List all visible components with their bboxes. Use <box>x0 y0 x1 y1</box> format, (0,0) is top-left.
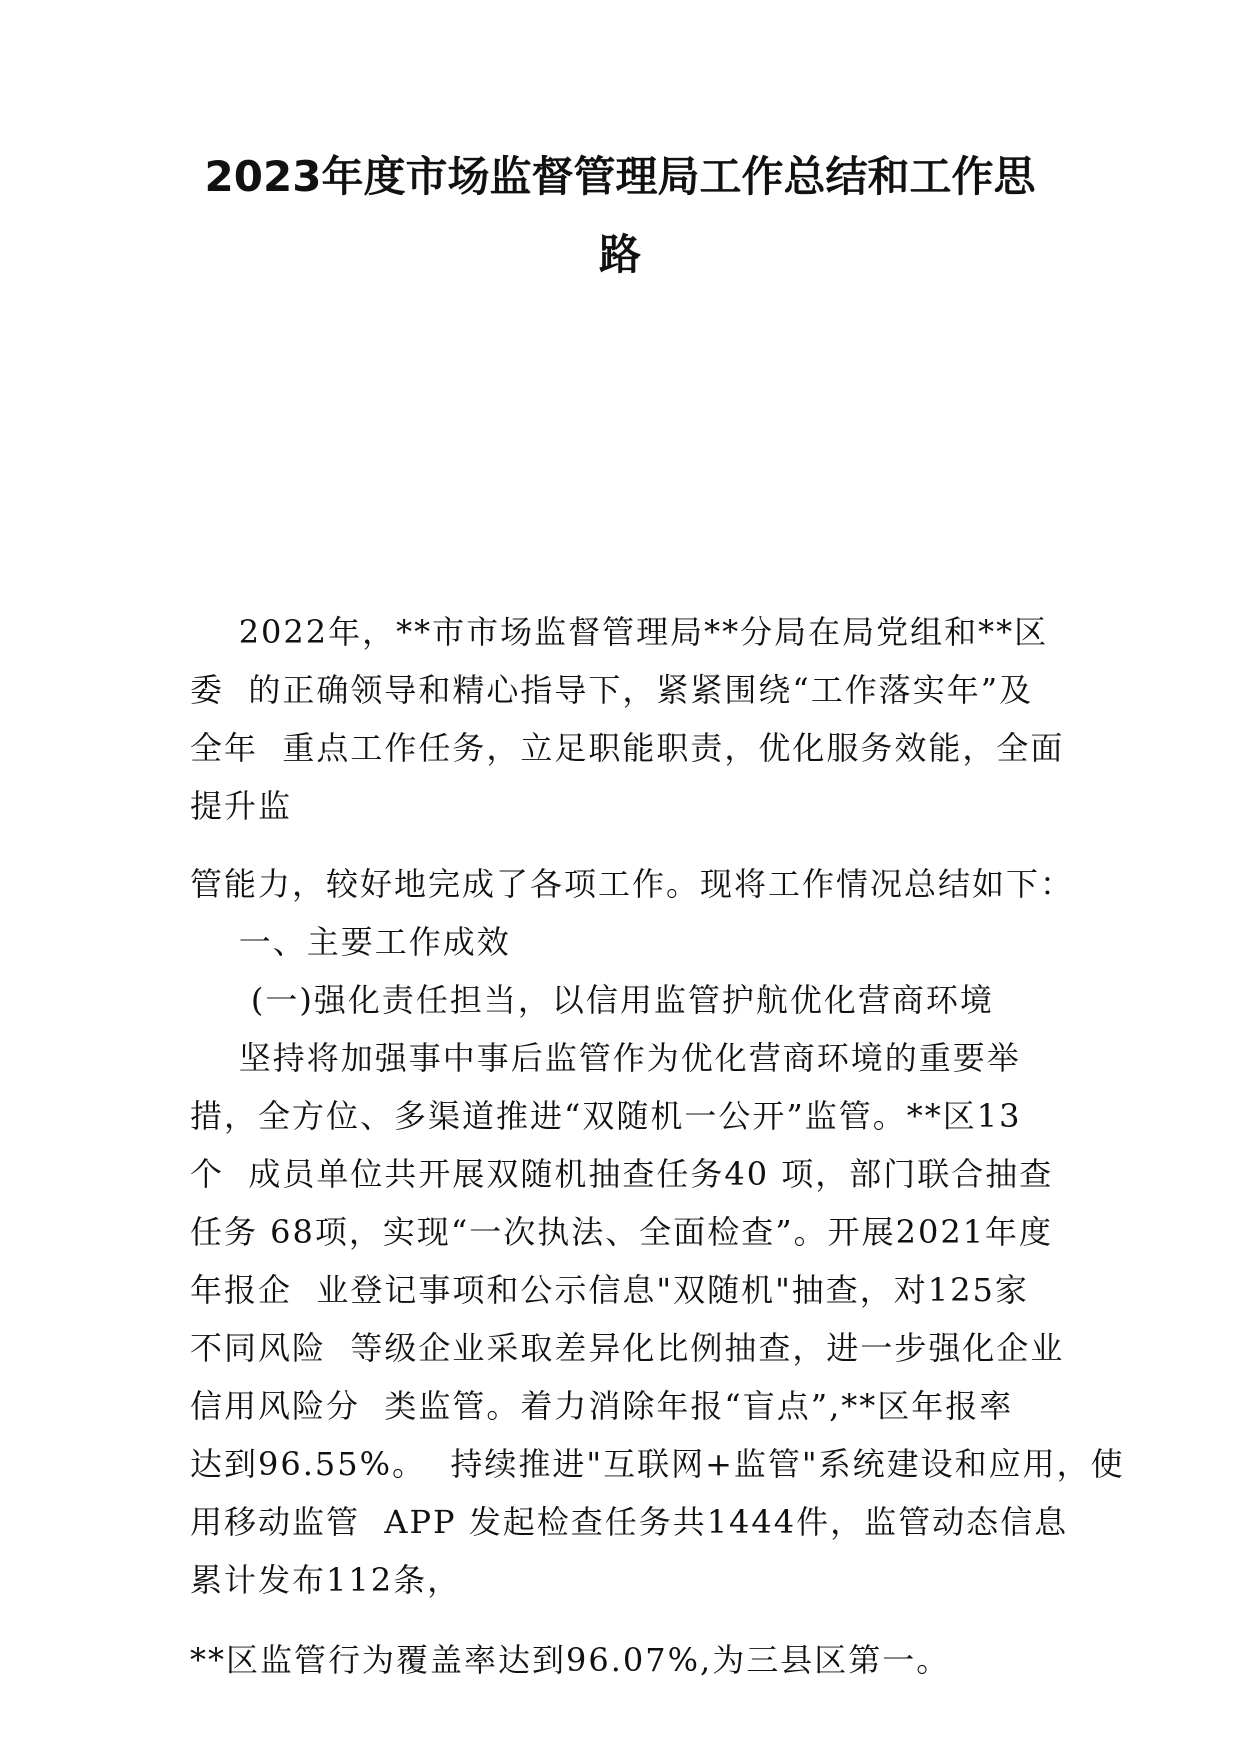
body-line: 年报企 业登记事项和公示信息"双随机"抽查，对125家 <box>190 1271 1029 1309</box>
document-title-line-2: 路 <box>598 230 641 279</box>
body-line: 全年 重点工作任务，立足职能职责，优化服务效能，全面 <box>190 729 1065 767</box>
body-line: 管能力，较好地完成了各项工作。现将工作情况总结如下： <box>190 865 1075 903</box>
body-line: 任务 68项，实现“一次执法、全面检查”。开展2021年度 <box>190 1213 1054 1251</box>
body-line: 坚持将加强事中事后监管作为优化营商环境的重要举 <box>190 1039 1021 1077</box>
document-title-line-1: 2023年度市场监督管理局工作总结和工作思 <box>204 152 1036 201</box>
subsection-heading: (一)强化责任担当，以信用监管护航优化营商环境 <box>190 981 994 1019</box>
body-line: 用移动监管 APP 发起检查任务共1444件，监管动态信息 <box>190 1503 1069 1541</box>
body-line: 提升监 <box>190 787 293 825</box>
section-heading: 一、主要工作成效 <box>190 923 511 961</box>
body-line: 措，全方位、多渠道推进“双随机一公开”监管。**区13 <box>190 1097 1022 1135</box>
body-line: 不同风险 等级企业采取差异化比例抽查，进一步强化企业 <box>190 1329 1065 1367</box>
body-line: 信用风险分 类监管。着力消除年报“盲点”,**区年报率 <box>190 1387 1014 1425</box>
body-line: 个 成员单位共开展双随机抽查任务40 项，部门联合抽查 <box>190 1155 1054 1193</box>
body-line: 达到96.55%。 持续推进"互联网+监管"系统建设和应用，使 <box>190 1445 1125 1483</box>
body-line: **区监管行为覆盖率达到96.07%,为三县区第一。 <box>190 1641 951 1679</box>
body-line: 委 的正确领导和精心指导下，紧紧围绕“工作落实年”及 <box>190 671 1034 709</box>
body-line: 累计发布112条， <box>190 1561 462 1599</box>
body-line: 2022年，**市市场监督管理局**分局在局党组和**区 <box>190 613 1049 651</box>
